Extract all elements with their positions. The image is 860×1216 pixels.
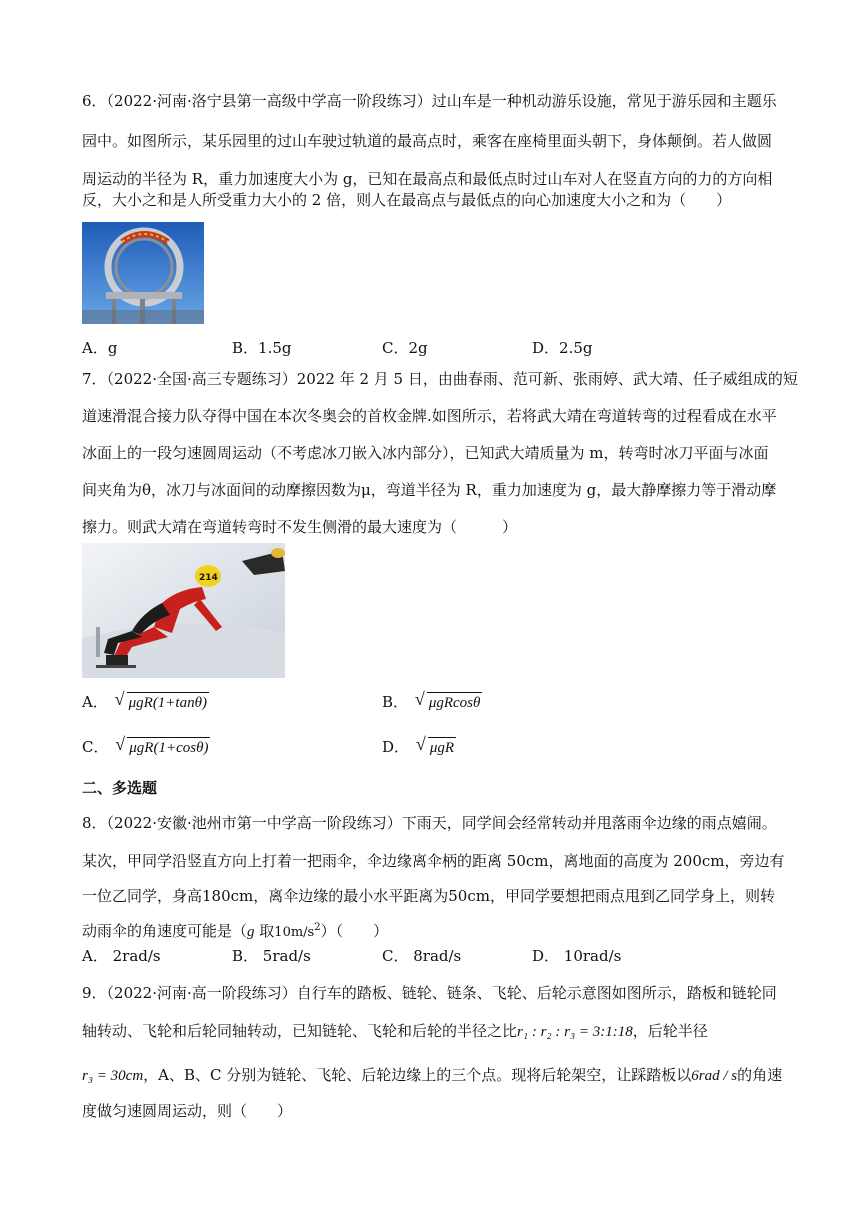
q8-line-4-mid: 取	[254, 922, 275, 940]
q8-option-a: A． 2rad/s	[82, 947, 161, 965]
q9-line-2-pre: 轴转动、飞轮和后轮同轴转动，已知链轮、飞轮和后轮的半径之比	[82, 1022, 518, 1040]
q7-line-4: 间夹角为θ，冰刀与冰面间的动摩擦因数为μ，弯道半径为 R，重力加速度为 g，最大静摩擦力等于滑动摩	[82, 481, 777, 499]
q6-line-2: 园中。如图所示，某乐园里的过山车驶过轨道的最高点时，乘客在座椅里面头朝下，身体颠倒。若人做圆	[82, 132, 773, 150]
q7-option-a-label: A．	[82, 693, 108, 711]
q9-line-3-post: 的角速	[737, 1066, 783, 1084]
q7-line-3: 冰面上的一段匀速圆周运动（不考虑冰刀嵌入冰内部分），已知武大靖质量为 m，转弯时冰刀平面与冰面	[82, 444, 769, 462]
q9-line-4: 度做匀速圆周运动，则（ ）	[82, 1102, 293, 1120]
sqrt-icon	[115, 737, 210, 758]
q7-option-d-label: D．	[382, 738, 410, 756]
helmet-number: 214	[199, 573, 218, 583]
q6-line-3: 周运动的半径为 R，重力加速度大小为 g，已知在最高点和最低点时过山车对人在竖直方向的力的方向相	[82, 170, 773, 188]
q6-line-1: 6．（2022·河南·洛宁县第一高级中学高一阶段练习）过山车是一种机动游乐设施，常见于游乐园和主题乐	[82, 92, 777, 110]
section-title: 二、多选题	[82, 779, 158, 797]
q7-option-c-expr: μgR(1+cosθ)	[127, 737, 210, 758]
q6-option-c: C．2g	[382, 339, 428, 357]
q7-option-a	[82, 692, 209, 713]
q6-option-a: A．g	[82, 339, 118, 357]
q8-line-4-exp: 2	[314, 922, 321, 933]
q7-option-a-expr: μgR(1+tanθ)	[127, 692, 209, 713]
q9-line-2	[82, 1021, 708, 1042]
q9-line-2-post: ，后轮半径	[632, 1022, 708, 1040]
q8-line-1: 8．（2022·安徽·池州市第一中学高一阶段练习）下雨天，同学间会经常转动并甩落雨伞边缘的雨点嬉闹。	[82, 814, 777, 832]
speed-skater-image	[82, 543, 285, 678]
q7-option-b	[382, 692, 482, 713]
q8-line-4-pre: 动雨伞的角速度可能是（	[82, 922, 248, 940]
q9-line-3-speed: 6rad / s	[691, 1068, 738, 1084]
q8-option-c: C． 8rad/s	[382, 947, 462, 965]
q8-option-b: B． 5rad/s	[232, 947, 311, 965]
sqrt-icon	[415, 692, 483, 713]
q7-line-5: 擦力。则武大靖在弯道转弯时不发生侧滑的最大速度为（ ）	[82, 518, 518, 536]
q8-line-4	[82, 918, 388, 943]
q7-option-d-expr: μgR	[428, 737, 456, 758]
q8-line-4-g: g	[247, 924, 255, 940]
q7-option-b-label: B．	[382, 693, 409, 711]
q7-option-c-label: C．	[82, 738, 109, 756]
q9-line-3-pre: r₃ = 30cm	[82, 1068, 144, 1084]
q6-option-d: D．2.5g	[532, 339, 593, 357]
q9-line-1: 9．（2022·河南·高一阶段练习）自行车的踏板、链轮、链条、飞轮、后轮示意图如图所示，踏板和链轮同	[82, 984, 777, 1002]
q7-option-d	[382, 737, 456, 758]
q8-line-2: 某次，甲同学沿竖直方向上打着一把雨伞，伞边缘离伞柄的距离 50cm，离地面的高度为 200cm，旁边有	[82, 852, 785, 870]
q8-line-4-unit: 10m/s	[274, 925, 315, 940]
q7-line-1: 7．（2022·全国·高三专题练习）2022 年 2 月 5 日，由曲春雨、范可新、张雨婷、武大靖、任子威组成的短	[82, 370, 798, 388]
sqrt-icon	[416, 737, 456, 758]
q9-line-3	[82, 1065, 782, 1086]
q6-line-4: 反，大小之和是人所受重力大小的 2 倍，则人在最高点与最低点的向心加速度大小之和为（ ）	[82, 191, 732, 209]
q9-line-2-ratio: r₁ : r₂ : r₃ = 3:1:18	[517, 1024, 633, 1040]
roller-coaster-image	[82, 222, 204, 324]
q8-option-d: D． 10rad/s	[532, 947, 622, 965]
q8-line-4-post: ）（ ）	[320, 922, 389, 940]
sqrt-icon	[115, 692, 209, 713]
q7-option-c	[82, 737, 210, 758]
q8-line-3: 一位乙同学，身高180cm，离伞边缘的最小水平距离为50cm，甲同学要想把雨点甩到乙同学身上，则转	[82, 887, 775, 905]
q9-line-3-mid: ，A、B、C 分别为链轮、飞轮、后轮边缘上的三个点。现将后轮架空，让踩踏板以	[143, 1066, 692, 1084]
q7-line-2: 道速滑混合接力队夺得中国在本次冬奥会的首枚金牌.如图所示，若将武大靖在弯道转弯的过程看成在水平	[82, 407, 777, 425]
q7-option-b-expr: μgRcosθ	[427, 692, 483, 713]
q6-option-b: B．1.5g	[232, 339, 292, 357]
